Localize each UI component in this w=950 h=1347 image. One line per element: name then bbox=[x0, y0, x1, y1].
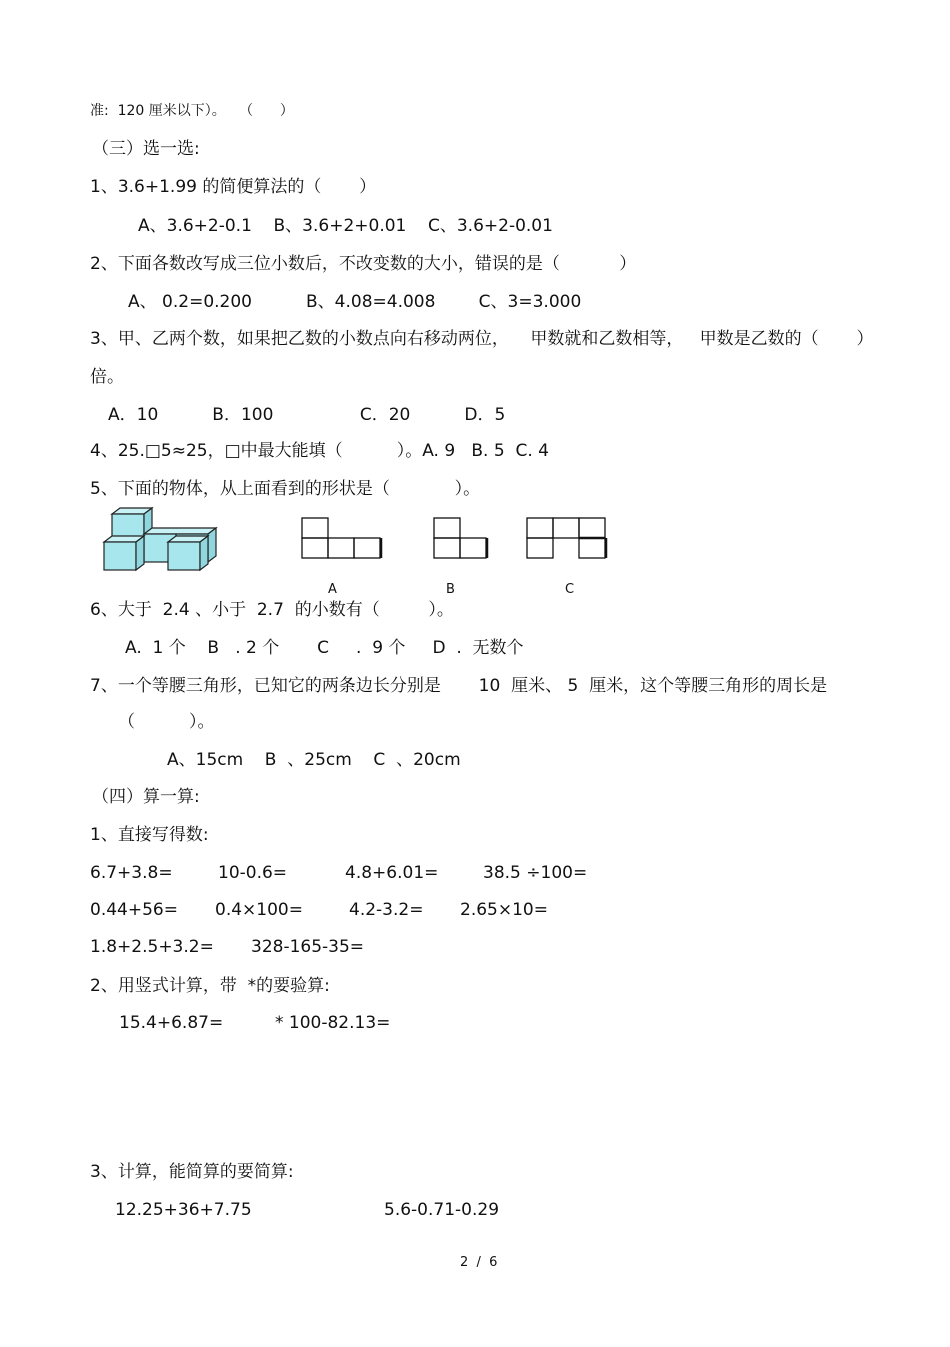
option-b-label: B bbox=[446, 582, 455, 597]
calc-item: 4.8+6.01= bbox=[345, 863, 439, 883]
calc-item: 1.8+2.5+3.2= bbox=[90, 937, 214, 957]
q7-options: A、15cm B 、25cm C 、20cm bbox=[167, 750, 461, 770]
q3-options: A．10 B．100 C．20 D．5 bbox=[108, 405, 506, 425]
p2-item: * 100-82.13= bbox=[275, 1013, 391, 1033]
calc-item: 0.4×100= bbox=[215, 900, 303, 920]
option-a-top-view bbox=[300, 516, 386, 562]
p1-title: 1、直接写得数: bbox=[90, 825, 209, 845]
q6-options: A. 1 个 B . 2 个 C . 9 个 D . 无数个 bbox=[125, 638, 524, 658]
option-c-top-view bbox=[525, 516, 611, 562]
p2-item: 15.4+6.87= bbox=[119, 1013, 224, 1033]
q7-text: 7、一个等腰三角形，已知它的两条边长分别是 10 厘米、 5 厘米，这个等腰三角形的周长是 bbox=[90, 676, 828, 696]
option-b-top-view bbox=[432, 516, 492, 562]
q4-text: 4、25.□5≈25，□中最大能填（ ）。A. 9 B. 5 C. 4 bbox=[90, 441, 549, 461]
p3-item: 12.25+36+7.75 bbox=[115, 1200, 252, 1220]
section4-title: （四）算一算: bbox=[92, 787, 200, 807]
q7-text-cont: （ ）。 bbox=[118, 712, 215, 732]
calc-item: 328-165-35= bbox=[251, 937, 365, 957]
q6-text: 6、大于 2.4 、小于 2.7 的小数有（ ）。 bbox=[90, 600, 454, 620]
q2-text: 2、下面各数改写成三位小数后，不改变数的大小，错误的是（ ） bbox=[90, 254, 637, 274]
option-a-label: A bbox=[328, 582, 337, 597]
calc-item: 38.5 ÷100= bbox=[483, 863, 588, 883]
q1-options: A、3.6+2-0.1 B、3.6+2+0.01 C、3.6+2-0.01 bbox=[138, 216, 553, 236]
calc-item: 2.65×10= bbox=[460, 900, 548, 920]
calc-item: 10-0.6= bbox=[218, 863, 288, 883]
page-number: 2 / 6 bbox=[460, 1255, 498, 1270]
q1-text: 1、3.6+1.99 的简便算法的（ ） bbox=[90, 177, 377, 197]
option-c-label: C bbox=[565, 582, 575, 597]
calc-item: 6.7+3.8= bbox=[90, 863, 173, 883]
calc-item: 4.2-3.2= bbox=[349, 900, 424, 920]
section3-title: （三）选一选: bbox=[92, 139, 200, 159]
q3-text-cont: 倍。 bbox=[90, 367, 124, 387]
calc-item: 0.44+56= bbox=[90, 900, 178, 920]
q3-text: 3、甲、乙两个数，如果把乙数的小数点向右移动两位， 甲数就和乙数相等， 甲数是乙数的（ ） bbox=[90, 329, 874, 349]
q5-text: 5、下面的物体，从上面看到的形状是（ ）。 bbox=[90, 479, 481, 499]
cube-group bbox=[104, 508, 216, 570]
p2-title: 2、用竖式计算，带 *的要验算: bbox=[90, 976, 330, 996]
q2-options: A、 0.2=0.200 B、4.08=4.008 C、3=3.000 bbox=[128, 292, 582, 312]
p3-title: 3、计算，能简算的要简算: bbox=[90, 1162, 294, 1182]
cube-object-figure bbox=[100, 506, 220, 572]
p3-item: 5.6-0.71-0.29 bbox=[384, 1200, 500, 1220]
top-line: 准: 120 厘米以下）。 （ ） bbox=[90, 103, 294, 119]
